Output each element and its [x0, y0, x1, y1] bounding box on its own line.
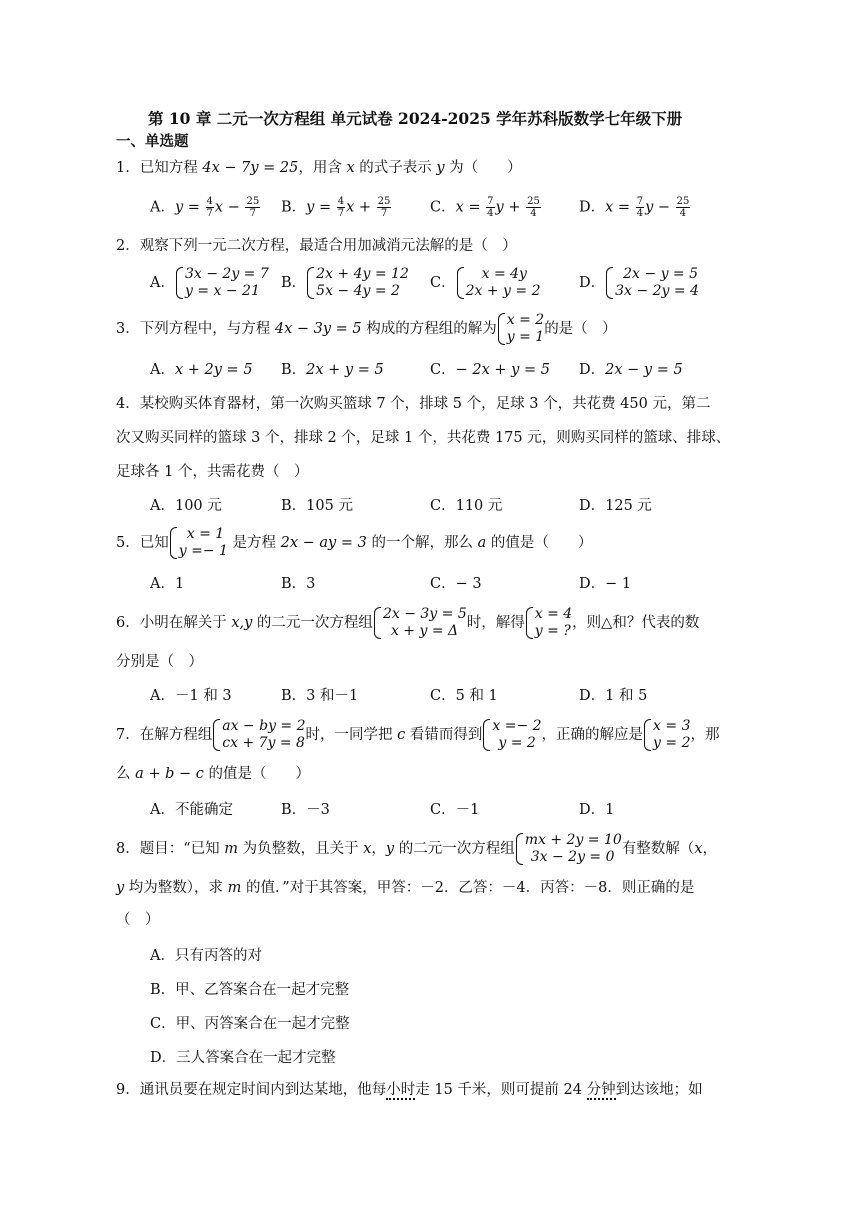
question-text: 的式子表示	[354, 160, 437, 176]
fraction: $\frac{25}{7}$	[246, 196, 260, 219]
option-label: C．	[430, 802, 456, 818]
option-text: 三人答案合在一起才完整	[176, 1050, 336, 1066]
question-number: 4．	[116, 396, 140, 412]
math-var: y	[436, 160, 445, 176]
option-b[interactable]	[281, 800, 330, 820]
question-9	[116, 1080, 703, 1100]
option-b[interactable]	[281, 266, 409, 300]
option-d[interactable]	[579, 686, 647, 706]
question-text: 时，一同学把	[305, 727, 398, 743]
option-text: 1	[174, 576, 185, 592]
option-label: B．	[281, 275, 307, 291]
equation-system: x = 4y 2x + y = 2	[456, 266, 541, 300]
option-b[interactable]	[281, 360, 384, 380]
question-text: 均为整数），求	[124, 880, 228, 896]
question-5	[116, 526, 592, 560]
option-text: 2x + y = 5	[306, 362, 384, 378]
option-text: －3	[306, 802, 330, 818]
option-math: y =	[306, 199, 336, 216]
equation-system: x = 1 y =− 1	[169, 526, 228, 560]
math-var: m	[227, 880, 242, 896]
option-text: 2x − y = 5	[605, 362, 683, 378]
option-text: 105 元	[306, 498, 353, 514]
question-text: ，	[371, 841, 386, 857]
option-d[interactable]	[579, 360, 683, 380]
option-label: C．	[430, 199, 456, 216]
question-3	[116, 312, 617, 346]
option-label: D．	[579, 802, 606, 818]
option-text: 1 和 5	[605, 688, 648, 704]
question-text: 的是（ ）	[544, 321, 617, 337]
question-6	[116, 606, 699, 640]
option-text: 100 元	[174, 498, 222, 514]
question-8-line-2	[116, 878, 694, 898]
equation-system: mx + 2y = 10 3x − 2y = 0	[515, 832, 622, 866]
question-text: 的二元一次方程组	[252, 615, 373, 631]
option-c[interactable]	[150, 1014, 350, 1034]
option-label: D．	[579, 362, 606, 378]
question-text: ，用含	[298, 160, 347, 176]
math-var: m	[224, 841, 239, 857]
option-label: D．	[579, 199, 606, 216]
fraction: $\frac{4}{7}$	[337, 196, 345, 219]
equation-system: ax − by = 2 cx + 7y = 8	[212, 718, 305, 752]
option-a[interactable]	[150, 266, 269, 300]
option-math: y =	[174, 199, 205, 216]
option-a[interactable]	[150, 196, 261, 219]
question-4	[116, 394, 710, 414]
option-text: 不能确定	[174, 802, 233, 818]
option-label: D．	[579, 498, 606, 514]
option-label: B．	[281, 498, 307, 514]
option-b[interactable]	[150, 980, 349, 1000]
question-text: 构成的方程组的解为	[361, 321, 497, 337]
question-text: 是方程	[227, 535, 281, 551]
math-var: x	[346, 160, 355, 176]
option-c[interactable]	[430, 196, 542, 219]
option-text: 甲、乙答案合在一起才完整	[175, 982, 350, 998]
question-4-line-2: 次又购买同样的篮球 3 个，排球 2 个，足球 1 个，共花费 175 元，则购买同样的篮球、排球、	[116, 430, 731, 446]
question-text: 有整数解（	[621, 841, 695, 857]
question-text: 观察下列一元二次方程，最适合用加减消元法解的是（ ）	[139, 238, 517, 254]
option-label: A．	[150, 275, 175, 291]
question-8	[116, 832, 717, 866]
option-c[interactable]	[430, 686, 498, 706]
question-text: ，	[702, 841, 717, 857]
option-a[interactable]	[150, 800, 233, 820]
option-label: A．	[150, 362, 175, 378]
fraction: $\frac{7}{4}$	[487, 196, 494, 219]
option-d[interactable]	[150, 1048, 336, 1068]
option-label: A．	[150, 802, 175, 818]
math-var: x,y	[231, 615, 253, 631]
option-math: y +	[495, 199, 526, 216]
question-text: 的值．”对于其答案，甲答：－2．乙答：－4．丙答：－8．则正确的是	[241, 880, 695, 896]
option-a[interactable]	[150, 686, 232, 706]
option-label: B．	[281, 576, 307, 592]
fraction: $\frac{7}{4}$	[636, 196, 644, 219]
option-text: − 1	[605, 576, 632, 592]
equation-system: 3x − 2y = 7 y = x − 21	[175, 266, 269, 300]
option-d[interactable]	[579, 266, 699, 300]
option-label: D．	[150, 1050, 177, 1066]
question-number: 3．	[116, 321, 140, 337]
option-d[interactable]	[579, 496, 652, 516]
option-c[interactable]	[430, 360, 550, 380]
question-text: 已知	[139, 535, 169, 551]
equation-system: x = 2 y = 1	[497, 312, 544, 346]
option-d[interactable]	[579, 800, 614, 820]
option-text: －1 和 3	[174, 688, 232, 704]
question-text: 的值是（ ）	[203, 766, 311, 782]
question-number: 9．	[116, 1082, 140, 1098]
option-label: D．	[579, 688, 606, 704]
equation-system: x = 3 y = 2	[643, 718, 690, 752]
option-d[interactable]	[579, 574, 631, 594]
question-7-line-2	[116, 764, 310, 784]
option-label: B．	[281, 362, 307, 378]
question-text: 已知方程	[139, 160, 203, 176]
option-text: − 3	[455, 576, 482, 592]
option-text: − 2x + y = 5	[455, 362, 550, 378]
option-label: D．	[579, 576, 606, 592]
question-6-line-2: 分别是（ ）	[116, 654, 203, 670]
question-text: 时，解得	[466, 615, 525, 631]
option-math: y −	[645, 199, 675, 216]
option-label: C．	[150, 1016, 176, 1032]
option-c[interactable]	[430, 574, 482, 594]
math-var: a	[477, 535, 487, 551]
question-text: 的值是（ ）	[486, 535, 593, 551]
question-text: ，正确的解应是	[541, 727, 644, 743]
option-text: 1	[605, 802, 615, 818]
fraction: $\frac{4}{7}$	[206, 196, 213, 219]
question-text: ，那	[690, 727, 720, 743]
emphasis-text: 小时	[386, 1082, 416, 1098]
question-text: 的二元一次方程组	[394, 841, 515, 857]
option-text: 3 和－1	[306, 688, 359, 704]
question-2	[116, 236, 517, 256]
question-text: 么	[116, 766, 136, 782]
fraction: $\frac{25}{4}$	[527, 196, 540, 219]
question-text: 通讯员要在规定时间内到达某地，他每	[139, 1082, 387, 1098]
math-var: y	[116, 880, 125, 896]
option-label: B．	[281, 688, 307, 704]
option-label: C．	[430, 275, 456, 291]
question-text: 下列方程中，与方程	[139, 321, 275, 337]
question-number: 6．	[116, 615, 140, 631]
question-text: ，则△和？代表的数	[572, 615, 700, 631]
question-1	[116, 158, 522, 178]
option-b[interactable]	[281, 196, 392, 219]
equation-system: 2x − 3y = 5 x + y = Δ	[373, 606, 467, 640]
question-text: 为（ ）	[444, 160, 522, 176]
option-text: 甲、丙答案合在一起才完整	[175, 1016, 350, 1032]
option-c[interactable]	[430, 496, 502, 516]
option-math: x +	[346, 199, 376, 216]
option-text: 125 元	[605, 498, 652, 514]
math-equation: 4x − 3y = 5	[274, 321, 362, 337]
question-8-line-3: （ ）	[116, 912, 160, 928]
option-text: －1	[455, 802, 480, 818]
question-4-line-3: 足球各 1 个，共需花费（ ）	[116, 464, 309, 480]
option-b[interactable]	[281, 574, 315, 594]
question-number: 1．	[116, 160, 140, 176]
option-text: 只有丙答的对	[174, 948, 262, 964]
question-text: 走 15 千米，则可提前 24	[415, 1082, 587, 1098]
math-equation: 2x − ay = 3	[280, 535, 367, 551]
option-label: A．	[150, 498, 175, 514]
emphasis-text: 分钟	[586, 1082, 616, 1098]
option-b[interactable]	[281, 496, 353, 516]
option-math: x −	[214, 199, 245, 216]
question-text: 看错而得到	[405, 727, 483, 743]
page-title: 第 10 章 二元一次方程组 单元试卷 2024-2025 学年苏科版数学七年级下册	[148, 109, 683, 128]
option-label: C．	[430, 498, 456, 514]
option-b[interactable]	[281, 686, 358, 706]
option-label: A．	[150, 576, 175, 592]
math-equation: 4x − 7y = 25	[202, 160, 299, 176]
option-c[interactable]	[430, 266, 541, 300]
question-number: 8．	[116, 841, 140, 857]
question-text: 的一个解，那么	[366, 535, 478, 551]
option-text: 5 和 1	[455, 688, 498, 704]
option-a[interactable]	[150, 574, 184, 594]
question-text: 题目：“已知	[139, 841, 225, 857]
question-text: 到达该地；如	[615, 1082, 703, 1098]
equation-system: x =− 2 y = 2	[482, 718, 541, 752]
fraction: $\frac{25}{4}$	[676, 196, 690, 219]
option-a[interactable]	[150, 946, 262, 966]
math-var: x	[694, 841, 703, 857]
question-text: 在解方程组	[139, 727, 213, 743]
option-label: D．	[579, 275, 606, 291]
option-d[interactable]	[579, 196, 691, 219]
equation-system: 2x − y = 5 3x − 2y = 4	[605, 266, 699, 300]
option-label: A．	[150, 948, 175, 964]
option-label: C．	[430, 576, 456, 592]
math-var: y	[385, 841, 395, 857]
option-label: A．	[150, 688, 175, 704]
math-expression: a + b − c	[135, 766, 204, 782]
math-var: x	[363, 841, 372, 857]
option-a[interactable]	[150, 496, 222, 516]
question-7	[116, 718, 720, 752]
option-label: B．	[281, 199, 307, 216]
option-math: x =	[455, 199, 486, 216]
option-math: x =	[605, 199, 635, 216]
option-label: B．	[150, 982, 176, 998]
option-c[interactable]	[430, 800, 479, 820]
question-text: 为负整数，且关于	[238, 841, 364, 857]
option-text: 110 元	[455, 498, 503, 514]
option-a[interactable]	[150, 360, 253, 380]
question-text: 小明在解关于	[139, 615, 232, 631]
option-label: B．	[281, 802, 307, 818]
question-number: 5．	[116, 535, 140, 551]
math-var: c	[397, 727, 406, 743]
question-number: 2．	[116, 238, 140, 254]
section-heading: 一、单选题	[116, 133, 189, 150]
equation-system: x = 4 y = ?	[525, 606, 572, 640]
question-text: 某校购买体育器材，第一次购买篮球 7 个，排球 5 个，足球 3 个，共花费 450 元，第二	[139, 396, 711, 412]
option-label: C．	[430, 688, 456, 704]
option-text: x + 2y = 5	[174, 362, 253, 378]
fraction: $\frac{25}{7}$	[377, 196, 391, 219]
option-label: A．	[150, 199, 175, 216]
question-number: 7．	[116, 727, 140, 743]
option-text: 3	[306, 576, 316, 592]
option-label: C．	[430, 362, 456, 378]
equation-system: 2x + 4y = 12 5x − 4y = 2	[306, 266, 409, 300]
